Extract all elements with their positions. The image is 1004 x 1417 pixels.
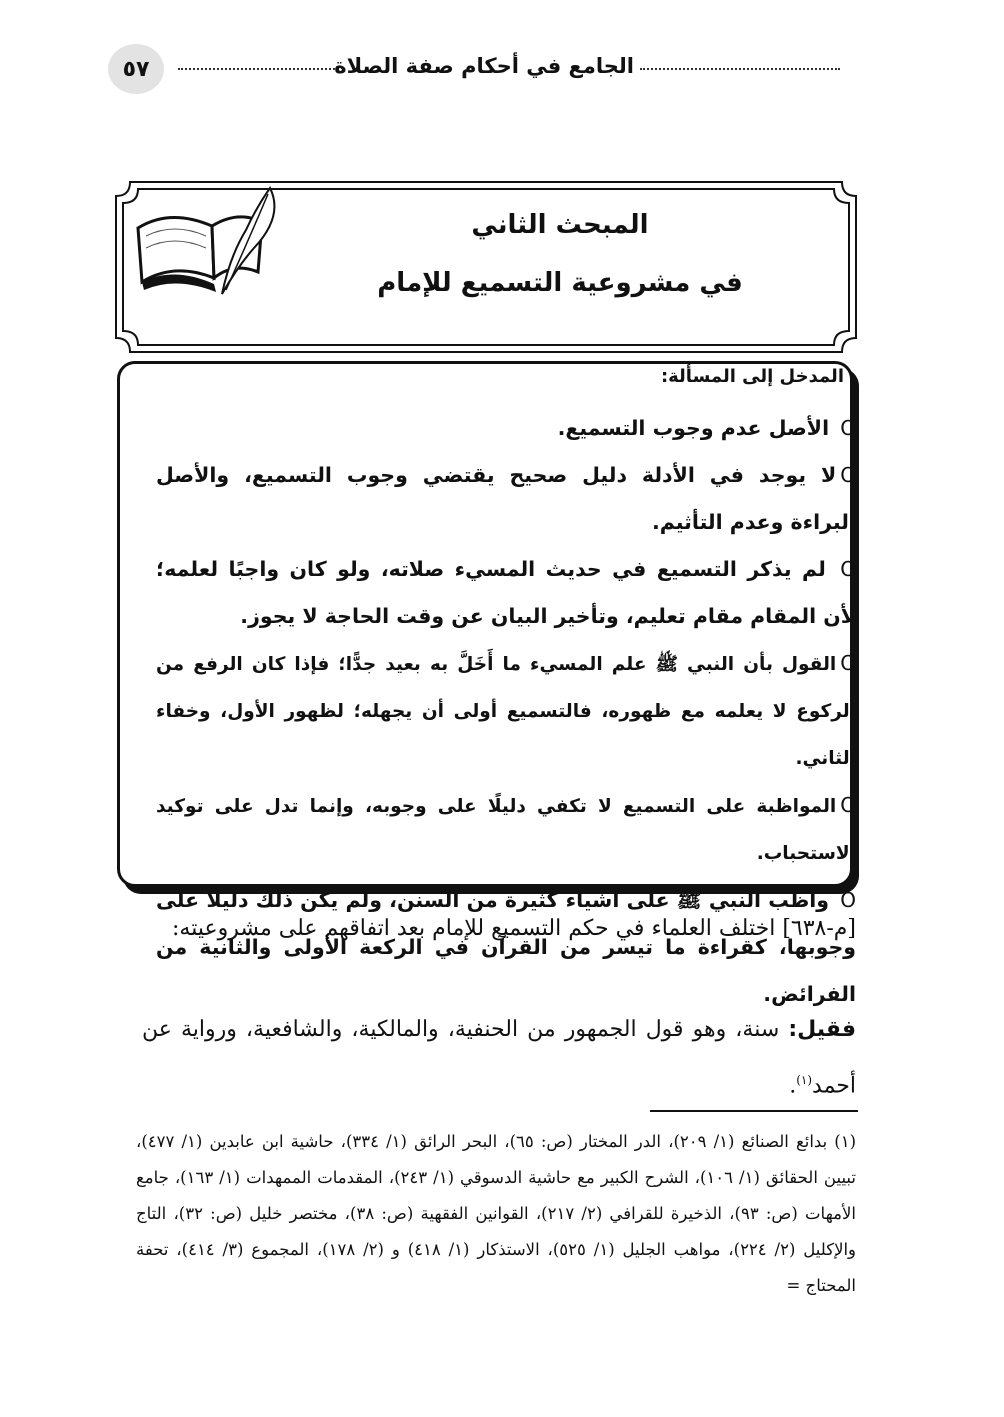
paragraph-text: سنة، وهو قول الجمهور من الحنفية، والمالكية، والشافعية، ورواية عن أحمد xyxy=(142,1017,856,1099)
footnote-separator xyxy=(650,1110,858,1112)
ring-bullet-icon: O xyxy=(840,557,856,581)
ring-bullet-icon: O xyxy=(840,651,856,675)
intro-bullet-text: واظب النبي ﷺ على أشياء كثيرة من السنن، ولم يكن ذلك دليلًا على وجوبها، كقراءة ما تيسر من القرآن في الركعة الأولى والثانية من الفرائض. xyxy=(156,888,856,1006)
intro-bullet-item xyxy=(156,405,856,452)
body-paragraph xyxy=(142,1005,856,1111)
intro-bullet-text: لا يوجد في الأدلة دليل صحيح يقتضي وجوب التسميع، والأصل البراءة وعدم التأثيم. xyxy=(156,463,856,534)
intro-bullet-item xyxy=(156,782,856,877)
footnote-reference[interactable]: (١) xyxy=(796,1073,813,1087)
intro-bullet-item xyxy=(156,546,856,640)
ring-bullet-icon: O xyxy=(840,888,857,912)
intro-bullet-text: لم يذكر التسميع في حديث المسيء صلاته، ولو كان واجبًا لعلمه؛ لأن المقام مقام تعليم، وتأخير البيان عن وقت الحاجة لا يجوز. xyxy=(156,557,856,628)
ring-bullet-icon: O xyxy=(840,416,856,440)
ring-bullet-icon: O xyxy=(840,463,856,487)
footnote: (١) بدائع الصنائع (١/ ٢٠٩)، الدر المختار (ص: ٦٥)، البحر الرائق (١/ ٣٣٤)، حاشية ابن عابدين (١/ ٤٧٧)، تبيين الحقائق (١/ ١٠٦)، الشرح الكبير مع حاشية الدسوقي (١/ ٢٤٣)، المقدمات الممهدات (١/ ١٦٣)، جامع الأمهات (ص: ٩٣)، الذخيرة للقرافي (٢/ ٢١٧)، القوانين الفقهية (ص: ٣٨)، مختصر خليل (ص: ٣٢)، التاج والإكليل (٢/ ٢٢٤)، مواهب الجليل (١/ ٥٢٥)، الاستذكار (١/ ٤١٨) و (٢/ ١٧٨)، المجموع (٣/ ٤١٤)، تحفة المحتاج = xyxy=(136,1132,857,1295)
intro-bullet-item xyxy=(156,452,856,546)
intro-heading: المدخل إلى المسألة: xyxy=(660,366,844,387)
header-dotted-rule-left xyxy=(178,68,338,70)
paragraph-lead-word: فقيل: xyxy=(788,1017,856,1042)
ring-bullet-icon: O xyxy=(840,793,856,817)
section-subtitle: في مشروعية التسميع للإمام xyxy=(377,268,743,298)
intro-bullet-text: القول بأن النبي ﷺ علم المسيء ما أَخَلَّ به بعيد جدًّا؛ فإذا كان الرفع من الركوع لا يعلمه مع ظهوره، فالتسميع أولى أن يجهله؛ لظهور الأول، وخفاء الثاني. xyxy=(156,654,856,769)
header-dotted-rule-right xyxy=(640,68,840,70)
page-number: ٥٧ xyxy=(108,44,164,94)
running-header-title: الجامع في أحكام صفة الصلاة xyxy=(334,54,634,78)
intro-bullet-text: الأصل عدم وجوب التسميع. xyxy=(557,416,830,440)
paragraph-end: . xyxy=(789,1073,797,1099)
book-and-quill-icon xyxy=(134,186,284,298)
body-paragraph: [م-٦٣٨] اختلف العلماء في حكم التسميع للإمام بعد اتفاقهم على مشروعيته: xyxy=(171,916,856,941)
intro-bullet-text: المواظبة على التسميع لا تكفي دليلًا على وجوبه، وإنما تدل على توكيد الاستحباب. xyxy=(156,796,856,864)
intro-bullet-item xyxy=(156,640,856,782)
section-title: المبحث الثاني xyxy=(471,210,649,240)
